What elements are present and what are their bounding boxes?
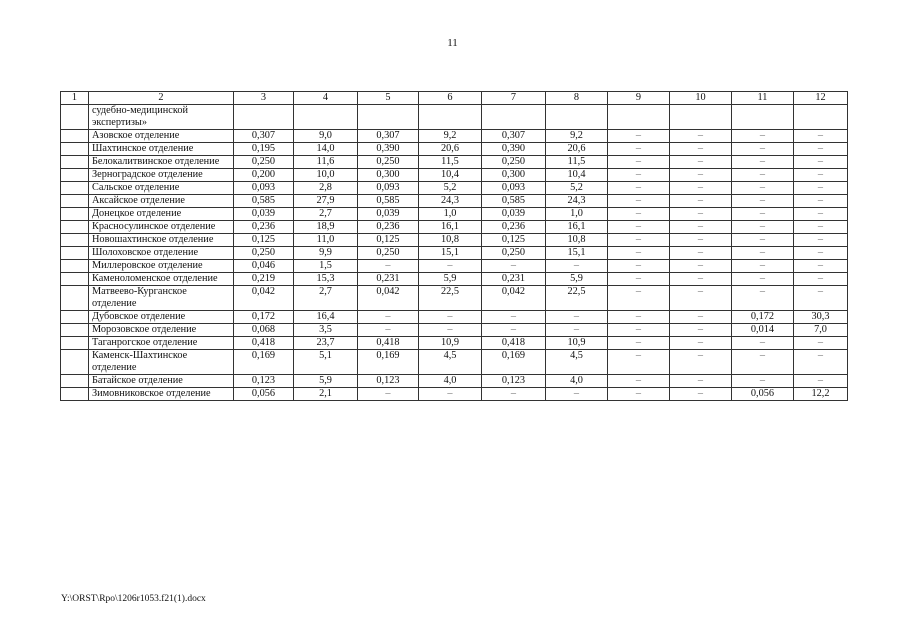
index-cell xyxy=(61,337,89,350)
value-cell: – xyxy=(608,247,670,260)
department-name-cell: Таганрогское отделение xyxy=(89,337,234,350)
value-cell: 20,6 xyxy=(419,143,482,156)
value-cell: 0,039 xyxy=(234,208,294,221)
value-cell: – xyxy=(608,273,670,286)
value-cell: 5,1 xyxy=(294,350,358,375)
value-cell: – xyxy=(546,260,608,273)
value-cell: 30,3 xyxy=(794,311,848,324)
value-cell: 0,300 xyxy=(482,169,546,182)
value-cell: 0,236 xyxy=(482,221,546,234)
value-cell: – xyxy=(794,143,848,156)
index-cell xyxy=(61,375,89,388)
table-row xyxy=(61,337,848,350)
value-cell: 0,123 xyxy=(234,375,294,388)
value-cell: – xyxy=(670,350,732,375)
table-row xyxy=(61,260,848,273)
value-cell: 0,307 xyxy=(482,130,546,143)
department-name-cell: судебно-медицинской экспертизы» xyxy=(89,105,234,130)
value-cell: 0,172 xyxy=(732,311,794,324)
department-name-cell: Морозовское отделение xyxy=(89,324,234,337)
value-cell: 10,4 xyxy=(419,169,482,182)
value-cell: 1,0 xyxy=(546,208,608,221)
value-cell: 2,1 xyxy=(294,388,358,401)
value-cell: 0,039 xyxy=(482,208,546,221)
value-cell: 0,250 xyxy=(358,247,419,260)
value-cell: – xyxy=(608,221,670,234)
value-cell: – xyxy=(670,388,732,401)
header-cell: 4 xyxy=(294,92,358,105)
value-cell: 0,014 xyxy=(732,324,794,337)
value-cell: – xyxy=(670,169,732,182)
department-name-cell: Каменск-Шахтинское отделение xyxy=(89,350,234,375)
value-cell: 0,585 xyxy=(482,195,546,208)
value-cell: – xyxy=(732,337,794,350)
value-cell: 20,6 xyxy=(546,143,608,156)
value-cell: 14,0 xyxy=(294,143,358,156)
value-cell: 4,0 xyxy=(546,375,608,388)
value-cell: 2,7 xyxy=(294,208,358,221)
value-cell: 9,0 xyxy=(294,130,358,143)
index-cell xyxy=(61,273,89,286)
value-cell: 5,9 xyxy=(294,375,358,388)
value-cell: 16,4 xyxy=(294,311,358,324)
value-cell: 0,219 xyxy=(234,273,294,286)
value-cell: – xyxy=(608,182,670,195)
value-cell: – xyxy=(608,143,670,156)
value-cell: 0,250 xyxy=(482,156,546,169)
table-row xyxy=(61,286,848,311)
value-cell: 0,250 xyxy=(358,156,419,169)
value-cell: 0,250 xyxy=(234,247,294,260)
page-number: 11 xyxy=(447,37,458,49)
index-cell xyxy=(61,182,89,195)
value-cell: 0,125 xyxy=(482,234,546,247)
value-cell: 0,307 xyxy=(234,130,294,143)
value-cell: – xyxy=(732,350,794,375)
value-cell: 2,8 xyxy=(294,182,358,195)
value-cell: 11,0 xyxy=(294,234,358,247)
value-cell: 4,5 xyxy=(419,350,482,375)
value-cell: 0,200 xyxy=(234,169,294,182)
value-cell: 10,0 xyxy=(294,169,358,182)
value-cell: – xyxy=(732,143,794,156)
value-cell: – xyxy=(794,260,848,273)
value-cell: 0,307 xyxy=(358,130,419,143)
value-cell: 0,236 xyxy=(358,221,419,234)
value-cell: 0,046 xyxy=(234,260,294,273)
value-cell: 15,1 xyxy=(419,247,482,260)
value-cell: – xyxy=(794,130,848,143)
department-name-cell: Шолоховское отделение xyxy=(89,247,234,260)
value-cell: – xyxy=(794,169,848,182)
value-cell: 0,418 xyxy=(482,337,546,350)
table-row xyxy=(61,247,848,260)
value-cell: 18,9 xyxy=(294,221,358,234)
department-name-cell: Красносулинское отделение xyxy=(89,221,234,234)
value-cell xyxy=(670,105,732,130)
value-cell: – xyxy=(732,221,794,234)
value-cell: – xyxy=(732,247,794,260)
value-cell xyxy=(358,105,419,130)
value-cell: 0,056 xyxy=(732,388,794,401)
table-row xyxy=(61,130,848,143)
value-cell: – xyxy=(794,350,848,375)
index-cell xyxy=(61,143,89,156)
value-cell: 16,1 xyxy=(419,221,482,234)
value-cell: – xyxy=(670,143,732,156)
value-cell: 0,125 xyxy=(234,234,294,247)
department-name-cell: Дубовское отделение xyxy=(89,311,234,324)
value-cell: 0,093 xyxy=(482,182,546,195)
department-name-cell: Аксайское отделение xyxy=(89,195,234,208)
value-cell xyxy=(234,105,294,130)
value-cell: 0,042 xyxy=(358,286,419,311)
value-cell: 12,2 xyxy=(794,388,848,401)
value-cell: – xyxy=(732,195,794,208)
value-cell: – xyxy=(794,247,848,260)
department-name-cell: Шахтинское отделение xyxy=(89,143,234,156)
index-cell xyxy=(61,350,89,375)
value-cell: – xyxy=(732,286,794,311)
value-cell: 0,418 xyxy=(358,337,419,350)
table-row xyxy=(61,143,848,156)
value-cell: – xyxy=(608,169,670,182)
value-cell: – xyxy=(358,388,419,401)
table-row xyxy=(61,221,848,234)
value-cell: – xyxy=(670,208,732,221)
table-row xyxy=(61,311,848,324)
footer-file-path: Y:\ORST\Rpo\1206r1053.f21(1).docx xyxy=(61,594,206,604)
value-cell: – xyxy=(670,182,732,195)
value-cell: – xyxy=(482,311,546,324)
value-cell: – xyxy=(608,324,670,337)
value-cell: – xyxy=(670,375,732,388)
value-cell xyxy=(546,105,608,130)
value-cell: 0,585 xyxy=(234,195,294,208)
value-cell: 0,195 xyxy=(234,143,294,156)
value-cell: – xyxy=(670,273,732,286)
value-cell: 0,169 xyxy=(358,350,419,375)
table-row xyxy=(61,195,848,208)
value-cell xyxy=(732,105,794,130)
value-cell: – xyxy=(670,337,732,350)
value-cell: – xyxy=(670,221,732,234)
value-cell: – xyxy=(670,311,732,324)
index-cell xyxy=(61,247,89,260)
value-cell: 0,390 xyxy=(358,143,419,156)
value-cell: 0,172 xyxy=(234,311,294,324)
value-cell: 10,9 xyxy=(546,337,608,350)
value-cell: – xyxy=(732,234,794,247)
value-cell: 1,5 xyxy=(294,260,358,273)
department-name-cell: Зимовниковское отделение xyxy=(89,388,234,401)
value-cell: 10,9 xyxy=(419,337,482,350)
header-cell: 2 xyxy=(89,92,234,105)
value-cell: 0,250 xyxy=(234,156,294,169)
value-cell: 0,236 xyxy=(234,221,294,234)
value-cell: – xyxy=(608,350,670,375)
value-cell: 4,0 xyxy=(419,375,482,388)
value-cell: 11,5 xyxy=(419,156,482,169)
department-name-cell: Миллеровское отделение xyxy=(89,260,234,273)
value-cell: – xyxy=(358,260,419,273)
value-cell: – xyxy=(358,311,419,324)
value-cell: – xyxy=(608,375,670,388)
value-cell: 0,123 xyxy=(358,375,419,388)
value-cell: 9,2 xyxy=(546,130,608,143)
value-cell: – xyxy=(670,260,732,273)
header-cell: 10 xyxy=(670,92,732,105)
value-cell: – xyxy=(732,260,794,273)
value-cell: – xyxy=(608,195,670,208)
value-cell: – xyxy=(732,130,794,143)
value-cell: 10,8 xyxy=(419,234,482,247)
value-cell: – xyxy=(608,208,670,221)
value-cell: 0,250 xyxy=(482,247,546,260)
department-name-cell: Азовское отделение xyxy=(89,130,234,143)
table-row xyxy=(61,208,848,221)
value-cell: 11,5 xyxy=(546,156,608,169)
index-cell xyxy=(61,195,89,208)
header-cell: 6 xyxy=(419,92,482,105)
value-cell: 0,039 xyxy=(358,208,419,221)
value-cell: – xyxy=(732,182,794,195)
value-cell: – xyxy=(608,388,670,401)
index-cell xyxy=(61,234,89,247)
value-cell: – xyxy=(670,130,732,143)
value-cell: – xyxy=(546,388,608,401)
header-row xyxy=(61,92,848,105)
value-cell: – xyxy=(419,311,482,324)
department-name-cell: Белокалитвинское отделение xyxy=(89,156,234,169)
department-name-cell: Сальское отделение xyxy=(89,182,234,195)
value-cell: – xyxy=(608,130,670,143)
header-cell: 3 xyxy=(234,92,294,105)
header-cell: 7 xyxy=(482,92,546,105)
table-row xyxy=(61,169,848,182)
value-cell: 5,9 xyxy=(419,273,482,286)
value-cell: – xyxy=(608,286,670,311)
table-row xyxy=(61,234,848,247)
value-cell: 3,5 xyxy=(294,324,358,337)
header-cell: 12 xyxy=(794,92,848,105)
value-cell: – xyxy=(732,156,794,169)
department-name-cell: Зерноградское отделение xyxy=(89,169,234,182)
value-cell: – xyxy=(794,375,848,388)
index-cell xyxy=(61,286,89,311)
value-cell: – xyxy=(794,221,848,234)
table-row xyxy=(61,350,848,375)
value-cell: – xyxy=(794,182,848,195)
department-name-cell: Новошахтинское отделение xyxy=(89,234,234,247)
index-cell xyxy=(61,156,89,169)
value-cell: 0,231 xyxy=(358,273,419,286)
value-cell: – xyxy=(794,156,848,169)
value-cell: – xyxy=(358,324,419,337)
index-cell xyxy=(61,130,89,143)
value-cell xyxy=(294,105,358,130)
value-cell: 0,093 xyxy=(234,182,294,195)
value-cell: – xyxy=(608,311,670,324)
value-cell xyxy=(608,105,670,130)
value-cell: – xyxy=(732,273,794,286)
value-cell: 0,169 xyxy=(482,350,546,375)
value-cell: – xyxy=(794,286,848,311)
department-name-cell: Батайское отделение xyxy=(89,375,234,388)
value-cell: 22,5 xyxy=(546,286,608,311)
index-cell xyxy=(61,324,89,337)
value-cell: 5,9 xyxy=(546,273,608,286)
value-cell: 2,7 xyxy=(294,286,358,311)
value-cell: 0,123 xyxy=(482,375,546,388)
value-cell: 0,231 xyxy=(482,273,546,286)
table-row xyxy=(61,375,848,388)
value-cell: 0,093 xyxy=(358,182,419,195)
table-row xyxy=(61,388,848,401)
index-cell xyxy=(61,260,89,273)
index-cell xyxy=(61,208,89,221)
value-cell: – xyxy=(794,337,848,350)
value-cell: – xyxy=(794,208,848,221)
header-cell: 8 xyxy=(546,92,608,105)
value-cell: – xyxy=(419,324,482,337)
value-cell: – xyxy=(670,234,732,247)
value-cell: – xyxy=(670,195,732,208)
value-cell: – xyxy=(608,234,670,247)
header-cell: 5 xyxy=(358,92,419,105)
value-cell: 24,3 xyxy=(419,195,482,208)
value-cell: – xyxy=(419,388,482,401)
value-cell: – xyxy=(482,324,546,337)
value-cell: 0,585 xyxy=(358,195,419,208)
department-name-cell: Матвеево-Курганское отделение xyxy=(89,286,234,311)
table-row xyxy=(61,182,848,195)
index-cell xyxy=(61,311,89,324)
value-cell: 0,042 xyxy=(482,286,546,311)
value-cell: 24,3 xyxy=(546,195,608,208)
value-cell: 0,390 xyxy=(482,143,546,156)
value-cell: – xyxy=(482,388,546,401)
value-cell: 0,068 xyxy=(234,324,294,337)
table-row xyxy=(61,324,848,337)
header-cell: 9 xyxy=(608,92,670,105)
value-cell: – xyxy=(732,375,794,388)
value-cell xyxy=(482,105,546,130)
index-cell xyxy=(61,105,89,130)
value-cell: – xyxy=(732,169,794,182)
value-cell: 23,7 xyxy=(294,337,358,350)
value-cell: 0,056 xyxy=(234,388,294,401)
value-cell: – xyxy=(794,273,848,286)
value-cell: 4,5 xyxy=(546,350,608,375)
value-cell: 9,2 xyxy=(419,130,482,143)
value-cell: 5,2 xyxy=(546,182,608,195)
value-cell xyxy=(419,105,482,130)
data-table xyxy=(60,91,848,401)
value-cell: 0,125 xyxy=(358,234,419,247)
value-cell: – xyxy=(732,208,794,221)
value-cell: – xyxy=(482,260,546,273)
value-cell: 10,8 xyxy=(546,234,608,247)
value-cell: 16,1 xyxy=(546,221,608,234)
department-name-cell: Донецкое отделение xyxy=(89,208,234,221)
value-cell: – xyxy=(608,156,670,169)
value-cell: 0,169 xyxy=(234,350,294,375)
value-cell: 27,9 xyxy=(294,195,358,208)
index-cell xyxy=(61,388,89,401)
value-cell: – xyxy=(670,247,732,260)
table-body xyxy=(61,92,848,401)
table-row xyxy=(61,105,848,130)
value-cell: 22,5 xyxy=(419,286,482,311)
value-cell: 0,042 xyxy=(234,286,294,311)
value-cell: 0,300 xyxy=(358,169,419,182)
value-cell: – xyxy=(670,286,732,311)
value-cell: 9,9 xyxy=(294,247,358,260)
value-cell: – xyxy=(794,195,848,208)
index-cell xyxy=(61,169,89,182)
value-cell: – xyxy=(794,234,848,247)
value-cell: 5,2 xyxy=(419,182,482,195)
value-cell: 15,1 xyxy=(546,247,608,260)
header-cell: 11 xyxy=(732,92,794,105)
value-cell: – xyxy=(608,337,670,350)
value-cell: 1,0 xyxy=(419,208,482,221)
department-name-cell: Каменоломенское отделение xyxy=(89,273,234,286)
value-cell: 15,3 xyxy=(294,273,358,286)
table-row xyxy=(61,156,848,169)
value-cell: – xyxy=(670,156,732,169)
value-cell: 10,4 xyxy=(546,169,608,182)
value-cell: – xyxy=(546,311,608,324)
value-cell: 0,418 xyxy=(234,337,294,350)
table-row xyxy=(61,273,848,286)
value-cell: – xyxy=(419,260,482,273)
value-cell: 11,6 xyxy=(294,156,358,169)
value-cell: – xyxy=(670,324,732,337)
value-cell xyxy=(794,105,848,130)
value-cell: – xyxy=(546,324,608,337)
value-cell: 7,0 xyxy=(794,324,848,337)
header-cell: 1 xyxy=(61,92,89,105)
index-cell xyxy=(61,221,89,234)
value-cell: – xyxy=(608,260,670,273)
